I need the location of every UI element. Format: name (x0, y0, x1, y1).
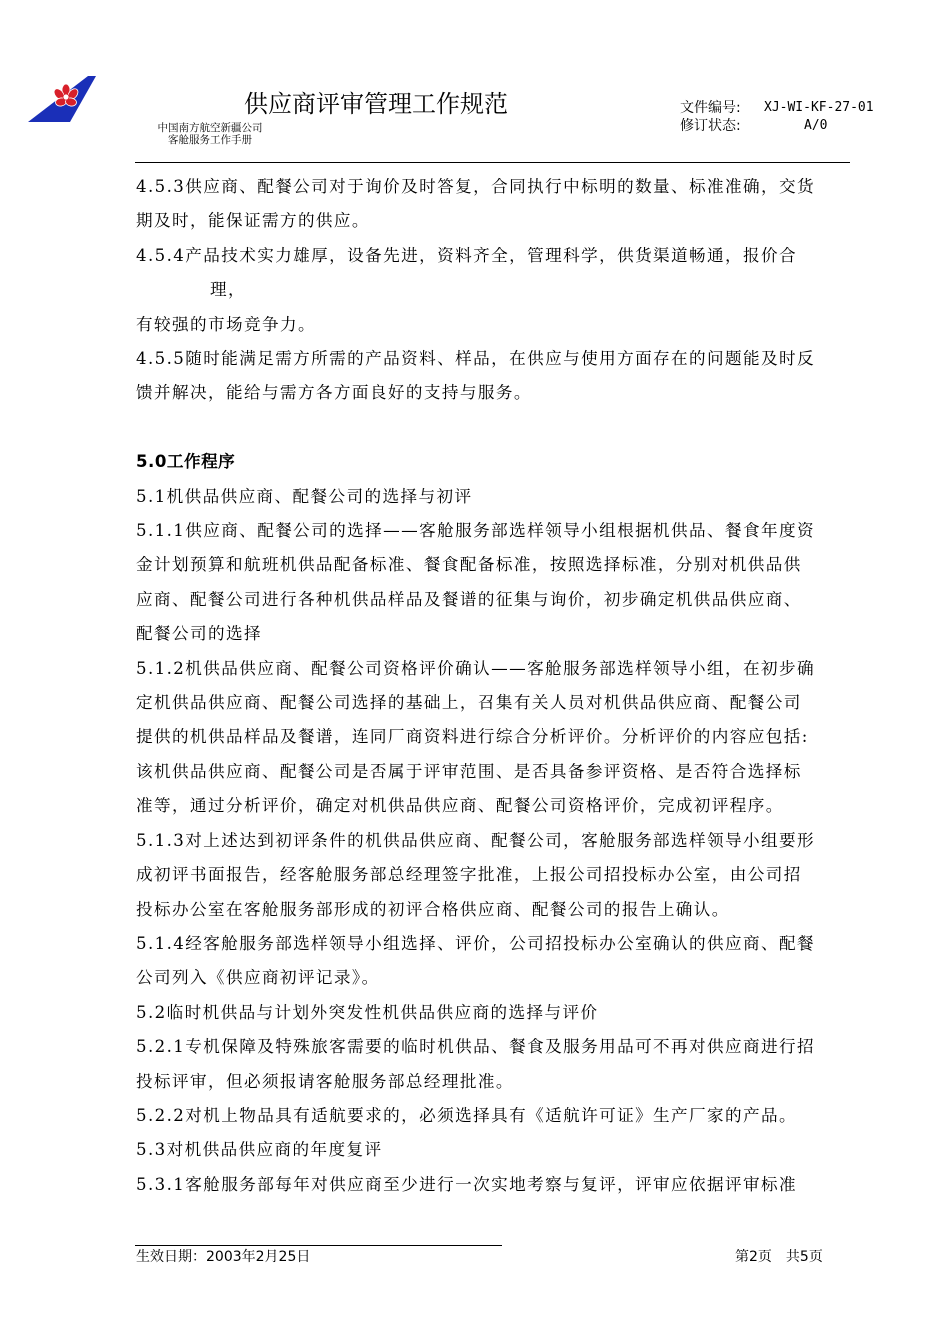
paragraph-line: 金计划预算和航班机供品配备标准、餐食配备标准，按照选择标准，分别对机供品供 (136, 555, 802, 575)
section-heading: 5.0工作程序 (136, 452, 236, 472)
paragraph-line: 5.1.3对上述达到初评条件的机供品供应商、配餐公司，客舱服务部选样领导小组要形 (136, 830, 816, 850)
paragraph-line: 5.2.2对机上物品具有适航要求的，必须选择具有《适航许可证》生产厂家的产品。 (136, 1105, 798, 1125)
document-info (680, 99, 874, 135)
paragraph-line: 配餐公司的选择 (136, 624, 262, 644)
header-divider (135, 162, 850, 163)
current-page: 第2页 (735, 1249, 772, 1265)
revision-label: 修订状态: (680, 118, 741, 134)
document-body (136, 170, 852, 1202)
doc-number-row (680, 99, 874, 117)
document-title: 供应商评审管理工作规范 (244, 90, 508, 118)
paragraph-line: 投标办公室在客舱服务部形成的初评合格供应商、配餐公司的报告上确认。 (136, 899, 730, 919)
paragraph-line: 4.5.4产品技术实力雄厚，设备先进，资料齐全，管理科学，供货渠道畅通，报价合 (136, 245, 798, 265)
paragraph-line: 提供的机供品样品及餐谱，连同厂商资料进行综合分析评价。分析评价的内容应包括: (136, 727, 809, 747)
subsection-heading: 5.2临时机供品与计划外突发性机供品供应商的选择与评价 (136, 1002, 599, 1022)
paragraph-line: 定机供品供应商、配餐公司选择的基础上，召集有关人员对机供品供应商、配餐公司 (136, 693, 802, 713)
paragraph-line: 5.3.1客舱服务部每年对供应商至少进行一次实地考察与复评，评审应依据评审标准 (136, 1174, 798, 1194)
paragraph-line: 成初评书面报告，经客舱服务部总经理签字批准，上报公司招投标办公室，由公司招 (136, 865, 802, 885)
paragraph-line: 该机供品供应商、配餐公司是否属于评审范围、是否具备参评资格、是否符合选择标 (136, 761, 802, 781)
effective-date: 生效日期：2003年2月25日 (136, 1249, 311, 1265)
paragraph-line: 4.5.5随时能满足需方所需的产品资料、样品，在供应与使用方面存在的问题能及时反 (136, 349, 816, 369)
company-name: 中国南方航空新疆公司 (157, 122, 263, 134)
total-pages: 共5页 (785, 1249, 823, 1265)
paragraph-line: 5.1.4经客舱服务部选样领导小组选择、评价，公司招投标办公室确认的供应商、配餐 (136, 933, 816, 953)
doc-number-value: XJ-WI-KF-27-01 (764, 100, 874, 115)
subsection-heading: 5.3对机供品供应商的年度复评 (136, 1140, 383, 1160)
paragraph-line: 4.5.3供应商、配餐公司对于询价及时答复，合同执行中标明的数量、标准准确，交货 (136, 177, 816, 196)
paragraph-line: 期及时，能保证需方的供应。 (136, 211, 370, 231)
company-block (148, 122, 272, 146)
airline-logo (26, 74, 96, 124)
blank-line (136, 411, 852, 445)
paragraph-line: 5.1.1供应商、配餐公司的选择——客舱服务部选样领导小组根据机供品、餐食年度资 (136, 521, 816, 541)
paragraph-line: 投标评审，但必须报请客舱服务部总经理批准。 (136, 1071, 514, 1091)
paragraph-line: 准等，通过分析评价，确定对机供品供应商、配餐公司资格评价，完成初评程序。 (136, 796, 784, 816)
revision-row (680, 117, 874, 135)
paragraph-line: 馈并解决，能给与需方各方面良好的支持与服务。 (136, 383, 532, 403)
revision-value: A/0 (804, 118, 828, 133)
doc-number-label: 文件编号: (680, 100, 741, 116)
paragraph-line: 5.1.2机供品供应商、配餐公司资格评价确认——客舱服务部选样领导小组，在初步确 (136, 658, 816, 678)
page-number (735, 1246, 823, 1266)
paragraph-line: 理， (210, 280, 246, 300)
paragraph-line: 应商、配餐公司进行各种机供品样品及餐谱的征集与询价，初步确定机供品供应商、 (136, 589, 802, 609)
paragraph-line: 5.2.1专机保障及特殊旅客需要的临时机供品、餐食及服务用品可不再对供应商进行招 (136, 1037, 816, 1057)
paragraph-line: 公司列入《供应商初评记录》。 (136, 968, 380, 988)
manual-name: 客舱服务工作手册 (168, 134, 252, 146)
subsection-heading: 5.1机供品供应商、配餐公司的选择与初评 (136, 486, 473, 506)
paragraph-line: 有较强的市场竞争力。 (136, 314, 316, 334)
